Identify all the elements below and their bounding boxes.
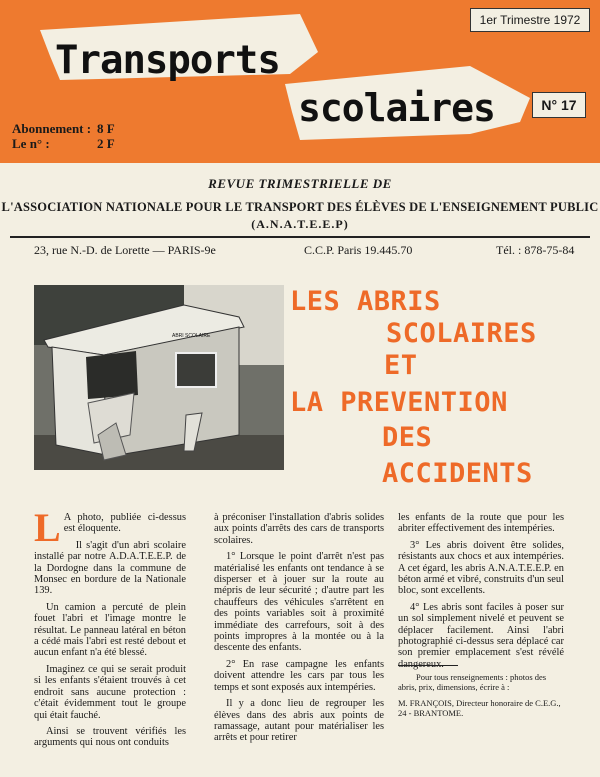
article-title-line-4: LA PREVENTION [290, 387, 508, 418]
divider [10, 236, 590, 238]
note-rule [398, 665, 458, 666]
article-title-line-2: SCOLAIRES [386, 318, 537, 349]
author-signature: M. FRANÇOIS, Directeur honoraire de C.E.G., 24 - BRANTOME. [398, 698, 561, 718]
address: 23, rue N.-D. de Lorette — PARIS-9e [34, 243, 216, 257]
title-line-2: scolaires [298, 86, 495, 130]
col3-paragraph: les enfants de la route que pour les abriter effectivement des intempéries. [398, 512, 564, 535]
article-column-1 [34, 505, 186, 754]
drop-cap: L [34, 505, 61, 550]
article-column-3 [398, 512, 564, 675]
shelter-sign-text: ABRI SCOLAIRE [172, 333, 211, 339]
title-line-1: Transports [55, 38, 280, 83]
issue-number: N° 17 [532, 92, 586, 118]
col2-paragraph: 2° En rase campagne les enfants doivent attendre les cars par tous les temps et sont exposés aux intempéries. [214, 658, 384, 693]
article-column-2 [214, 512, 384, 749]
article-title-line-5: DES [382, 422, 433, 453]
le-no-label: Le n° : [12, 136, 50, 151]
issue-term: 1er Trimestre 1972 [470, 8, 590, 32]
col3-paragraph: 3° Les abris doivent être solides, résistants aux chocs et aux intempéries. A cet égard, les abris A.N.A.T.E.E.P. en béton armé et vibré, construits d'un seul bloc, sont excellents. [398, 539, 564, 597]
col1-paragraph: Imaginez ce qui se serait produit si les enfants s'étaient trouvés à cet endroit sans aucune protection : c'était évidemment tout le groupe qui était fauché. [34, 663, 186, 721]
abonnement-label: Abonnement : [12, 121, 92, 136]
col1-paragraph: A photo, publiée ci-dessus est éloquente. [63, 512, 186, 535]
col1-paragraph: Un camion a percuté de plein fouet l'abri et l'image montre le résultat. Le panneau latéral en béton a cédé mais l'abri est resté debout et aucun enfant n'a été blessé. [34, 601, 186, 659]
col2-paragraph: 1° Lorsque le point d'arrêt n'est pas matérialisé les enfants ont tendance à se disperser et à jouer sur la route au mépris de leur sécurité ; d'autre part les chauffeurs des véhicules s'arrêtent en des points variables soit à proximité immédiate des carrefours, soit à des points impropres à la montée ou à la descente des enfants. [214, 551, 384, 654]
le-no-price: 2 F [97, 136, 115, 151]
abonnement-price: 8 F [97, 121, 115, 136]
revue-line: REVUE TRIMESTRIELLE DE [208, 176, 392, 191]
col1-paragraph: Ainsi se trouvent vérifiés les arguments qui nous ont conduits [34, 725, 186, 749]
article-title-line-6: ACCIDENTS [382, 458, 533, 489]
telephone: Tél. : 878-75-84 [496, 243, 575, 257]
article-title-line-1: LES ABRIS [290, 286, 441, 317]
col2-paragraph: Il y a donc lieu de regrouper les élèves dans des abris aux points de ramassage, autant pour matérialiser les arrêts et pour retirer [214, 698, 384, 744]
shelter-photo [34, 285, 284, 470]
ccp: C.C.P. Paris 19.445.70 [304, 243, 413, 257]
article-title-line-3: ET [384, 350, 418, 381]
shelter-photo-drawing [34, 285, 284, 470]
col2-paragraph: à préconiser l'installation d'abris solides aux points d'arrêts des cars de transports scolaires. [214, 512, 384, 546]
association-name: L'ASSOCIATION NATIONALE POUR LE TRANSPORT DES ÉLÈVES DE L'ENSEIGNEMENT PUBLIC [1, 200, 599, 214]
col3-paragraph: 4° Les abris sont faciles à poser sur un sol simplement nivelé et peuvent se déplacer facilement. Ainsi l'abri photographié ci-dessus sera déplacé car son premier emplacement s'est révélé [398, 601, 564, 659]
association-acronym: (A.N.A.T.E.E.P) [251, 217, 349, 231]
info-note: Pour tous renseignements : photos des abris, prix, dimensions, écrire à : [398, 672, 547, 692]
col1-paragraph: Il s'agit d'un abri scolaire installé par notre A.D.A.T.E.E.P. de la Dordogne dans la commune de Monsec en bordure de la Nationale 139. [34, 539, 186, 597]
